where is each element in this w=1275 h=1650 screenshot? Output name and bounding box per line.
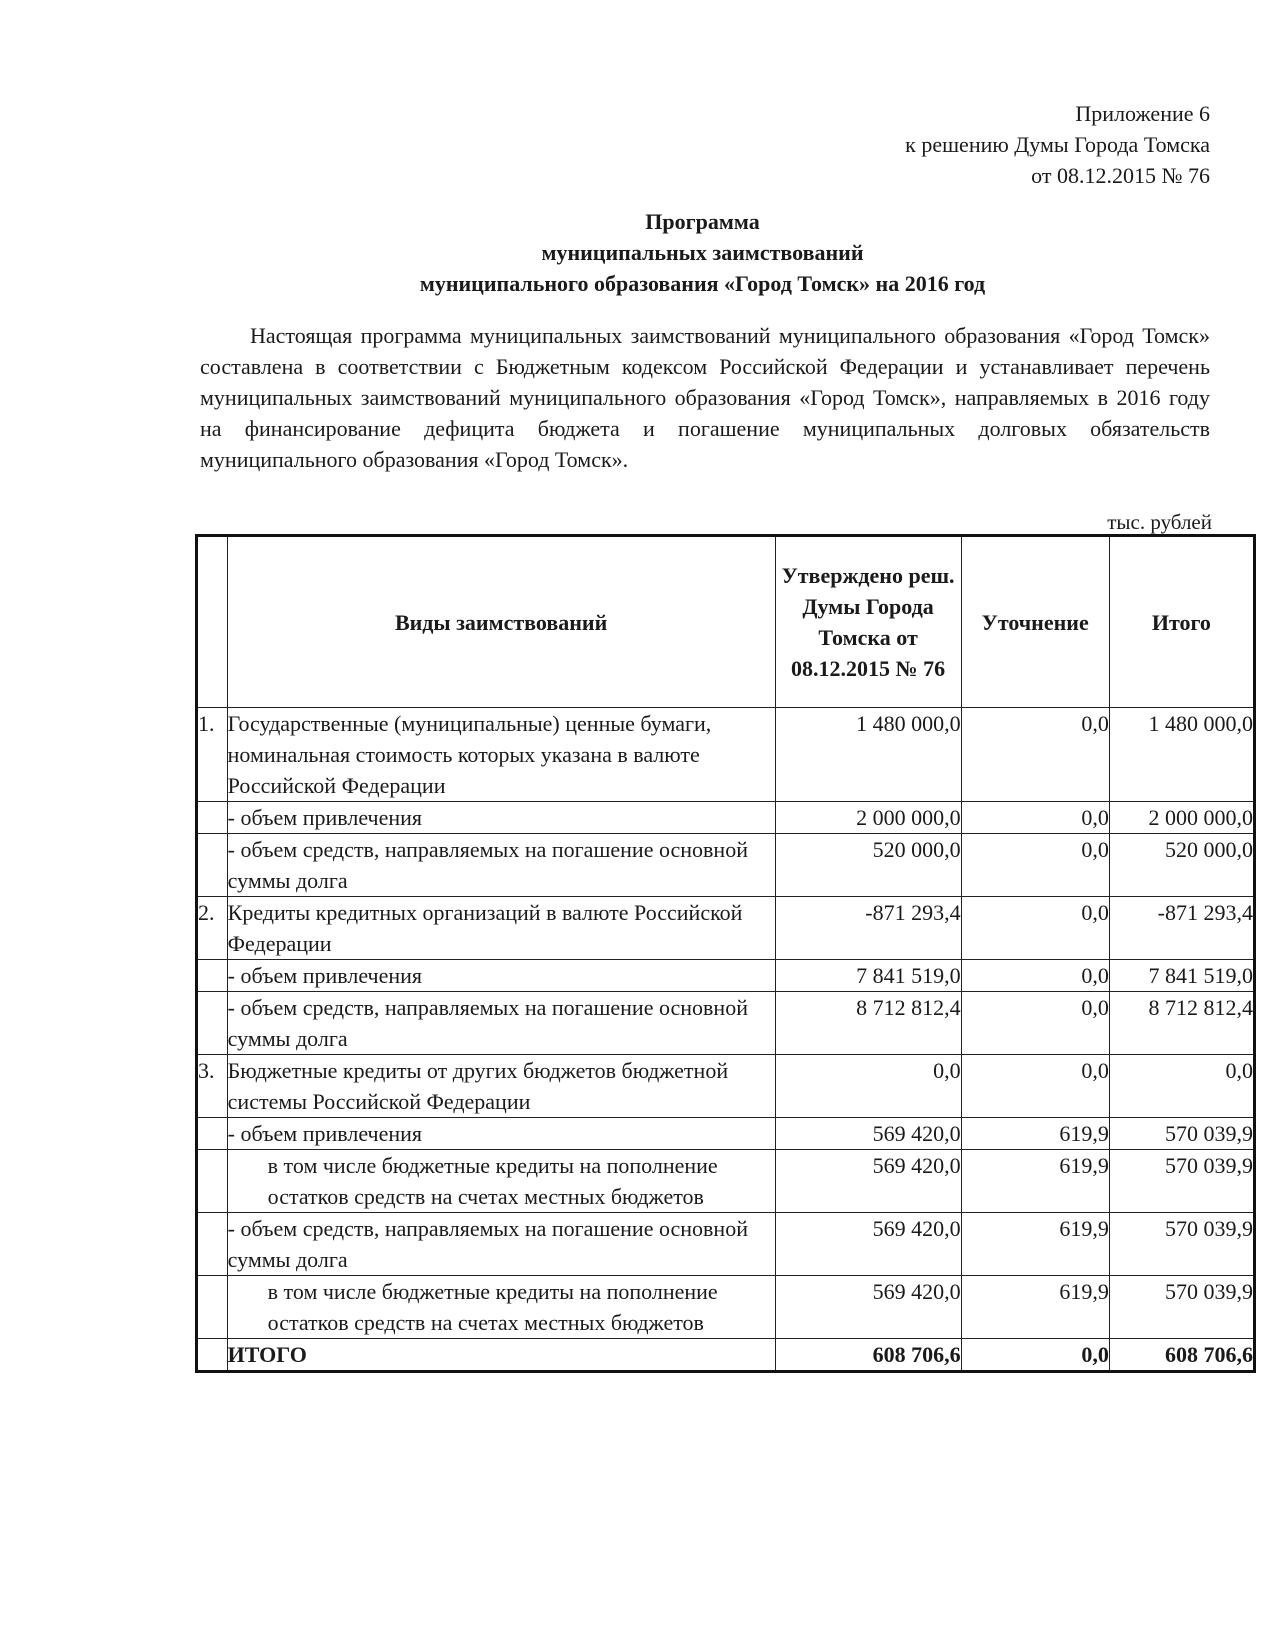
row-total: 520 000,0 xyxy=(1109,834,1254,897)
row-total: 570 039,9 xyxy=(1109,1150,1254,1213)
row-total: 8 712 812,4 xyxy=(1109,992,1254,1055)
row-num xyxy=(197,1150,228,1213)
row-name: - объем средств, направляемых на погашение основной суммы долга xyxy=(227,1213,775,1276)
annex-line-3: от 08.12.2015 № 76 xyxy=(1031,163,1210,188)
table-total-row xyxy=(197,1339,1255,1372)
header-name: Виды заимствований xyxy=(227,536,775,708)
row-num xyxy=(197,992,228,1055)
row-name: Государственные (муниципальные) ценные бумаги, номинальная стоимость которых указана в валюте Российской Федерации xyxy=(227,708,775,802)
row-total: 0,0 xyxy=(1109,1055,1254,1118)
title-line-3: муниципального образования «Город Томск» на 2016 год xyxy=(419,271,986,296)
row-name: - объем средств, направляемых на погашение основной суммы долга xyxy=(227,992,775,1055)
intro-paragraph: Настоящая программа муниципальных заимствований муниципального образования «Город Томск» составлена в соответствии с Бюджетным кодексом Российской Федерации и устанавливает перечень муниципальных заимствований муниципального образования «Город Томск», направляемых в 2016 году на финансирование дефицита бюджета и погашение муниципальных долговых обязательств муниципального образования «Город Томск». xyxy=(200,323,1210,472)
total-name: ИТОГО xyxy=(227,1339,775,1372)
row-name: в том числе бюджетные кредиты на пополнение остатков средств на счетах местных бюджетов xyxy=(227,1150,775,1213)
table-row xyxy=(197,1150,1255,1213)
total-total: 608 706,6 xyxy=(1109,1339,1254,1372)
annex-line-2: к решению Думы Города Томска xyxy=(905,132,1210,157)
row-name: - объем средств, направляемых на погашение основной суммы долга xyxy=(227,834,775,897)
row-name: - объем привлечения xyxy=(227,960,775,992)
row-name: в том числе бюджетные кредиты на пополнение остатков средств на счетах местных бюджетов xyxy=(227,1276,775,1339)
row-name: - объем привлечения xyxy=(227,1118,775,1150)
row-change: 0,0 xyxy=(961,802,1109,834)
row-approved: 569 420,0 xyxy=(775,1150,961,1213)
row-total: 1 480 000,0 xyxy=(1109,708,1254,802)
row-name: Кредиты кредитных организаций в валюте Российской Федерации xyxy=(227,897,775,960)
document-title xyxy=(195,206,1210,299)
row-approved: 569 420,0 xyxy=(775,1118,961,1150)
row-approved: 520 000,0 xyxy=(775,834,961,897)
table-row xyxy=(197,897,1255,960)
row-approved: 2 000 000,0 xyxy=(775,802,961,834)
row-num: 1. xyxy=(197,708,228,802)
row-total: 570 039,9 xyxy=(1109,1213,1254,1276)
table-row xyxy=(197,1213,1255,1276)
header-approved: Утверждено реш. Думы Города Томска от 08.12.2015 № 76 xyxy=(775,536,961,708)
total-change: 0,0 xyxy=(961,1339,1109,1372)
row-name: - объем привлечения xyxy=(227,802,775,834)
row-approved: 569 420,0 xyxy=(775,1213,961,1276)
borrowings-table xyxy=(195,534,1256,1373)
row-total: 7 841 519,0 xyxy=(1109,960,1254,992)
row-approved: -871 293,4 xyxy=(775,897,961,960)
table-row xyxy=(197,708,1255,802)
table-header-row xyxy=(197,536,1255,708)
row-approved: 0,0 xyxy=(775,1055,961,1118)
row-total: 2 000 000,0 xyxy=(1109,802,1254,834)
row-total: 570 039,9 xyxy=(1109,1276,1254,1339)
row-approved: 1 480 000,0 xyxy=(775,708,961,802)
row-num xyxy=(197,802,228,834)
table-row xyxy=(197,802,1255,834)
row-total: -871 293,4 xyxy=(1109,897,1254,960)
table-row xyxy=(197,1055,1255,1118)
row-num xyxy=(197,1118,228,1150)
row-change: 0,0 xyxy=(961,960,1109,992)
row-change: 619,9 xyxy=(961,1150,1109,1213)
table-row xyxy=(197,834,1255,897)
title-line-2: муниципальных заимствований xyxy=(541,240,864,265)
row-approved: 8 712 812,4 xyxy=(775,992,961,1055)
table-row xyxy=(197,960,1255,992)
table-row xyxy=(197,992,1255,1055)
row-total: 570 039,9 xyxy=(1109,1118,1254,1150)
units-label: тыс. рублей xyxy=(1107,510,1212,534)
row-name: Бюджетные кредиты от других бюджетов бюджетной системы Российской Федерации xyxy=(227,1055,775,1118)
row-num xyxy=(197,960,228,992)
table-row xyxy=(197,1118,1255,1150)
total-approved: 608 706,6 xyxy=(775,1339,961,1372)
row-change: 0,0 xyxy=(961,834,1109,897)
row-num xyxy=(197,1213,228,1276)
total-num xyxy=(197,1339,228,1372)
row-num: 3. xyxy=(197,1055,228,1118)
header-total: Итого xyxy=(1109,536,1254,708)
header-change: Уточнение xyxy=(961,536,1109,708)
row-num xyxy=(197,834,228,897)
row-change: 0,0 xyxy=(961,897,1109,960)
row-change: 0,0 xyxy=(961,992,1109,1055)
row-change: 619,9 xyxy=(961,1213,1109,1276)
title-line-1: Программа xyxy=(645,209,760,234)
header-num xyxy=(197,536,228,708)
row-change: 0,0 xyxy=(961,708,1109,802)
row-num xyxy=(197,1276,228,1339)
row-approved: 7 841 519,0 xyxy=(775,960,961,992)
annex-line-1: Приложение 6 xyxy=(1075,101,1210,126)
row-change: 0,0 xyxy=(961,1055,1109,1118)
row-num: 2. xyxy=(197,897,228,960)
row-change: 619,9 xyxy=(961,1276,1109,1339)
row-change: 619,9 xyxy=(961,1118,1109,1150)
row-approved: 569 420,0 xyxy=(775,1276,961,1339)
annex-header xyxy=(905,98,1210,191)
table-row xyxy=(197,1276,1255,1339)
